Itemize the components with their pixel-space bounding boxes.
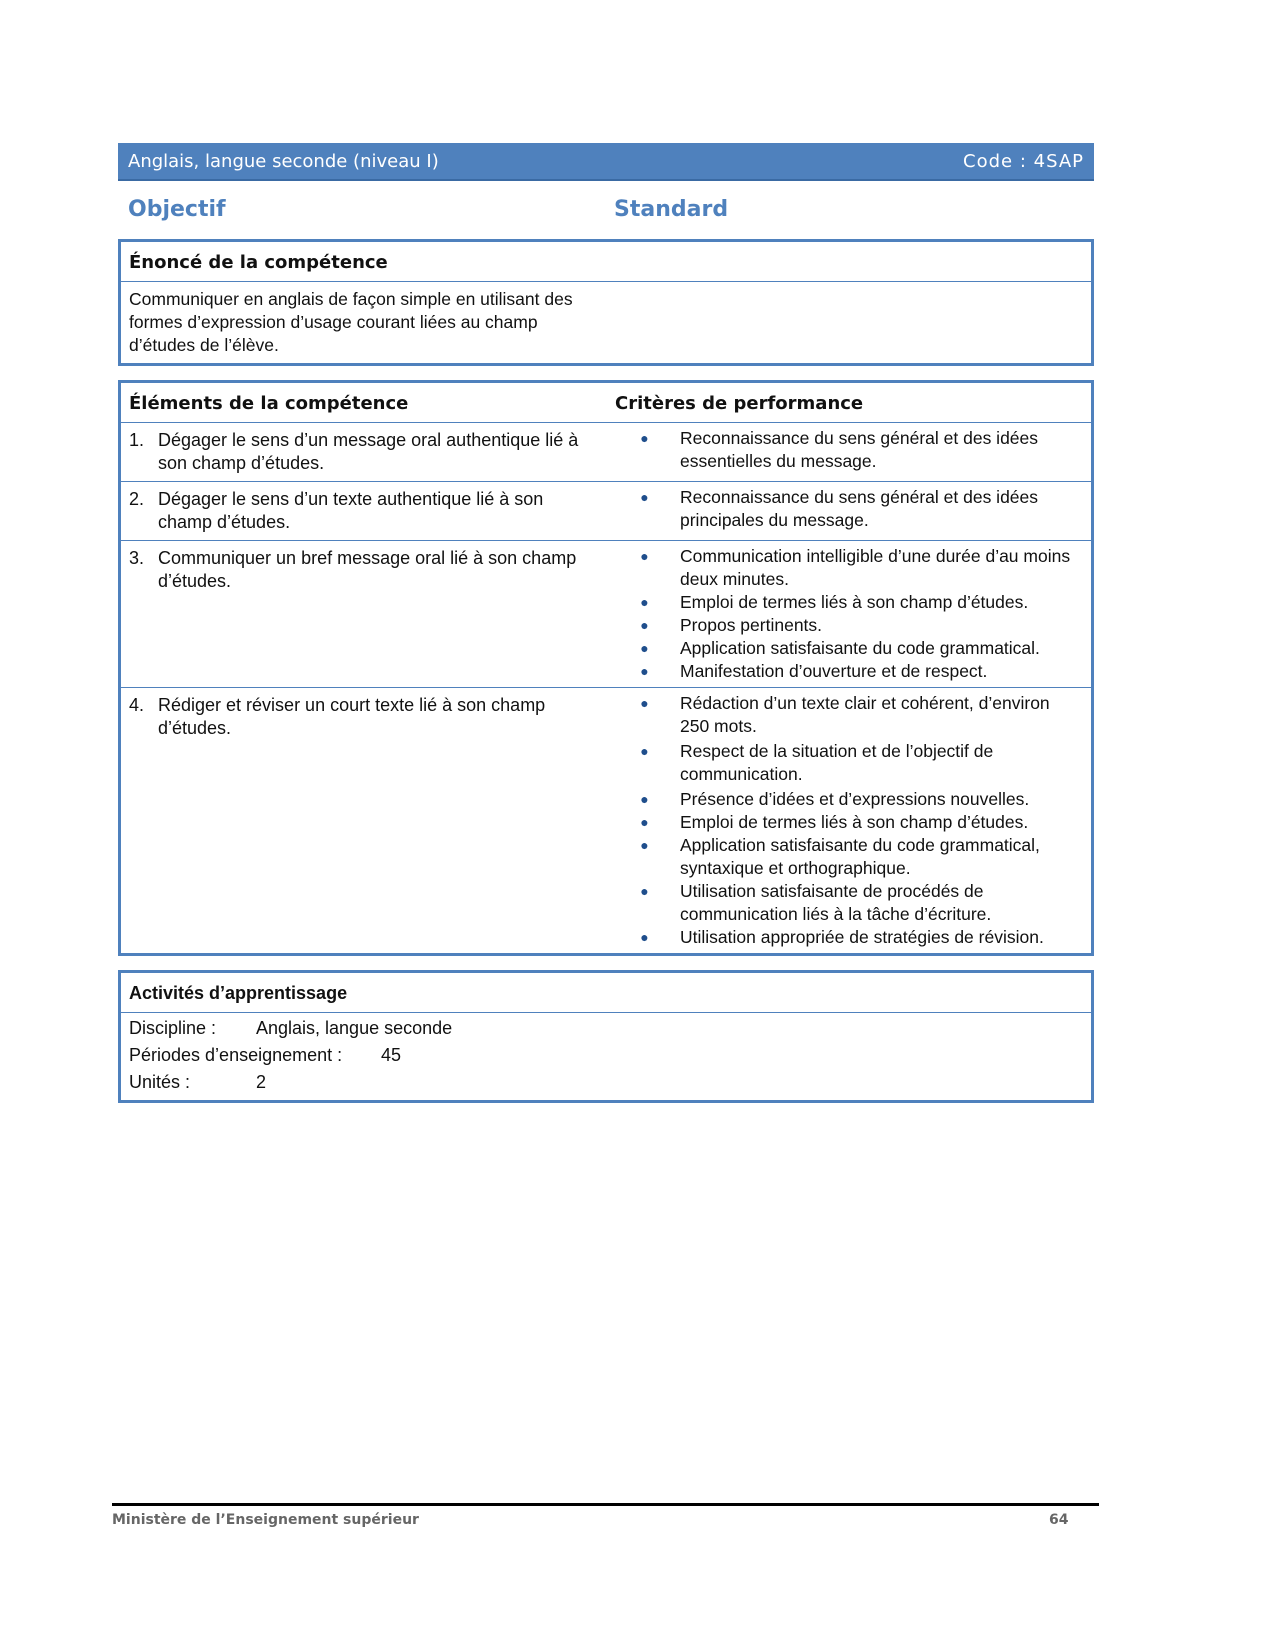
element-cell	[121, 423, 607, 481]
course-code: Code : 4SAP	[963, 150, 1084, 172]
bullet-icon	[607, 692, 680, 738]
footer-ministry: Ministère de l’Enseignement supérieur	[112, 1512, 419, 1528]
element-cell	[121, 541, 607, 687]
criterion-text: Utilisation satisfaisante de procédés de communication liés à la tâche d’écriture.	[680, 881, 992, 924]
enonce-heading	[121, 242, 1091, 282]
criteria-cell	[607, 541, 1091, 687]
criterion-text: Propos pertinents.	[680, 615, 823, 635]
element-text: Rédiger et réviser un court texte lié à son champ d’études.	[158, 695, 546, 738]
course-header-band	[118, 143, 1094, 181]
element-cell	[121, 688, 607, 953]
objective-standard-row	[118, 181, 1094, 239]
criterion-text: Application satisfaisante du code grammatical.	[680, 638, 1040, 658]
criterion-text: Utilisation appropriée de stratégies de révision.	[680, 927, 1044, 947]
discipline-label: Discipline :	[129, 1018, 217, 1038]
list-item	[607, 926, 1083, 949]
bullet-icon	[607, 880, 680, 926]
list-item	[607, 740, 1083, 786]
criterion-text: Présence d’idées et d’expressions nouvelles.	[680, 789, 1030, 809]
bullet-icon	[607, 486, 680, 532]
criterion-text: Application satisfaisante du code grammatical, syntaxique et orthographique.	[680, 835, 1040, 878]
criterion-text: Rédaction d’un texte clair et cohérent, d’environ 250 mots.	[680, 693, 1050, 736]
bullet-icon	[607, 660, 680, 683]
criterion-text: Reconnaissance du sens général et des idées essentielles du message.	[680, 428, 1039, 471]
element-number: 4.	[129, 695, 145, 715]
table-row	[121, 688, 1091, 953]
discipline-line	[129, 1015, 1083, 1042]
criteria-cell	[607, 688, 1091, 953]
bullet-icon	[607, 926, 680, 949]
elements-table-header	[121, 383, 1091, 423]
bullet-icon	[607, 834, 680, 880]
list-item	[607, 880, 1083, 926]
bullet-icon	[607, 427, 680, 473]
criterion-text: Respect de la situation et de l’objectif de communication.	[680, 741, 994, 784]
criterion-text: Emploi de termes liés à son champ d’études.	[680, 592, 1029, 612]
table-row	[121, 482, 1091, 541]
periodes-line	[129, 1042, 1083, 1069]
list-item	[607, 486, 1083, 532]
bullet-icon	[607, 637, 680, 660]
list-item	[607, 545, 1083, 591]
enonce-heading-text: Énoncé de la compétence	[129, 252, 388, 273]
standard-label: Standard	[614, 197, 729, 222]
element-text: Dégager le sens d’un message oral authentique lié à son champ d’études.	[158, 430, 579, 473]
criterion-text: Reconnaissance du sens général et des idées principales du message.	[680, 487, 1039, 530]
periodes-label: Périodes d’enseignement :	[129, 1045, 343, 1065]
unites-value: 2	[256, 1072, 267, 1092]
enonce-text: Communiquer en anglais de façon simple en utilisant des formes d’expression d’usage courant liées au champ d’études de l’élève.	[129, 289, 573, 355]
element-number: 3.	[129, 548, 145, 568]
activites-body	[121, 1013, 1091, 1100]
unites-label: Unités :	[129, 1072, 191, 1092]
element-number: 2.	[129, 489, 145, 509]
activites-heading	[121, 973, 1091, 1013]
objectif-label: Objectif	[128, 197, 226, 222]
bullet-icon	[607, 614, 680, 637]
activites-box	[118, 970, 1094, 1103]
criterion-text: Communication intelligible d’une durée d’au moins deux minutes.	[680, 546, 1071, 589]
bullet-icon	[607, 545, 680, 591]
list-item	[607, 834, 1083, 880]
table-row	[121, 423, 1091, 482]
course-title: Anglais, langue seconde (niveau I)	[128, 150, 439, 172]
document-page	[118, 143, 1094, 1117]
list-item	[607, 614, 1083, 637]
page-footer	[112, 1503, 1099, 1528]
bullet-icon	[607, 788, 680, 811]
bullet-icon	[607, 811, 680, 834]
criteria-heading: Critères de performance	[615, 393, 864, 414]
list-item	[607, 637, 1083, 660]
elements-heading: Éléments de la compétence	[129, 393, 409, 414]
activites-heading-text: Activités d’apprentissage	[129, 983, 348, 1003]
list-item	[607, 660, 1083, 683]
criterion-text: Manifestation d’ouverture et de respect.	[680, 661, 988, 681]
criterion-text: Emploi de termes liés à son champ d’études.	[680, 812, 1029, 832]
list-item	[607, 788, 1083, 811]
table-row	[121, 541, 1091, 688]
criteria-cell	[607, 423, 1091, 481]
enonce-box	[118, 239, 1094, 366]
bullet-icon	[607, 591, 680, 614]
unites-line	[129, 1069, 1083, 1096]
discipline-value: Anglais, langue seconde	[256, 1018, 453, 1038]
element-cell	[121, 482, 607, 540]
element-text: Dégager le sens d’un texte authentique lié à son champ d’études.	[158, 489, 544, 532]
list-item	[607, 692, 1083, 738]
periodes-value: 45	[381, 1045, 402, 1065]
page-number: 64	[1049, 1512, 1069, 1528]
element-number: 1.	[129, 430, 145, 450]
criteria-cell	[607, 482, 1091, 540]
list-item	[607, 811, 1083, 834]
elements-table	[118, 380, 1094, 956]
list-item	[607, 591, 1083, 614]
list-item	[607, 427, 1083, 473]
element-text: Communiquer un bref message oral lié à son champ d’études.	[158, 548, 577, 591]
bullet-icon	[607, 740, 680, 786]
